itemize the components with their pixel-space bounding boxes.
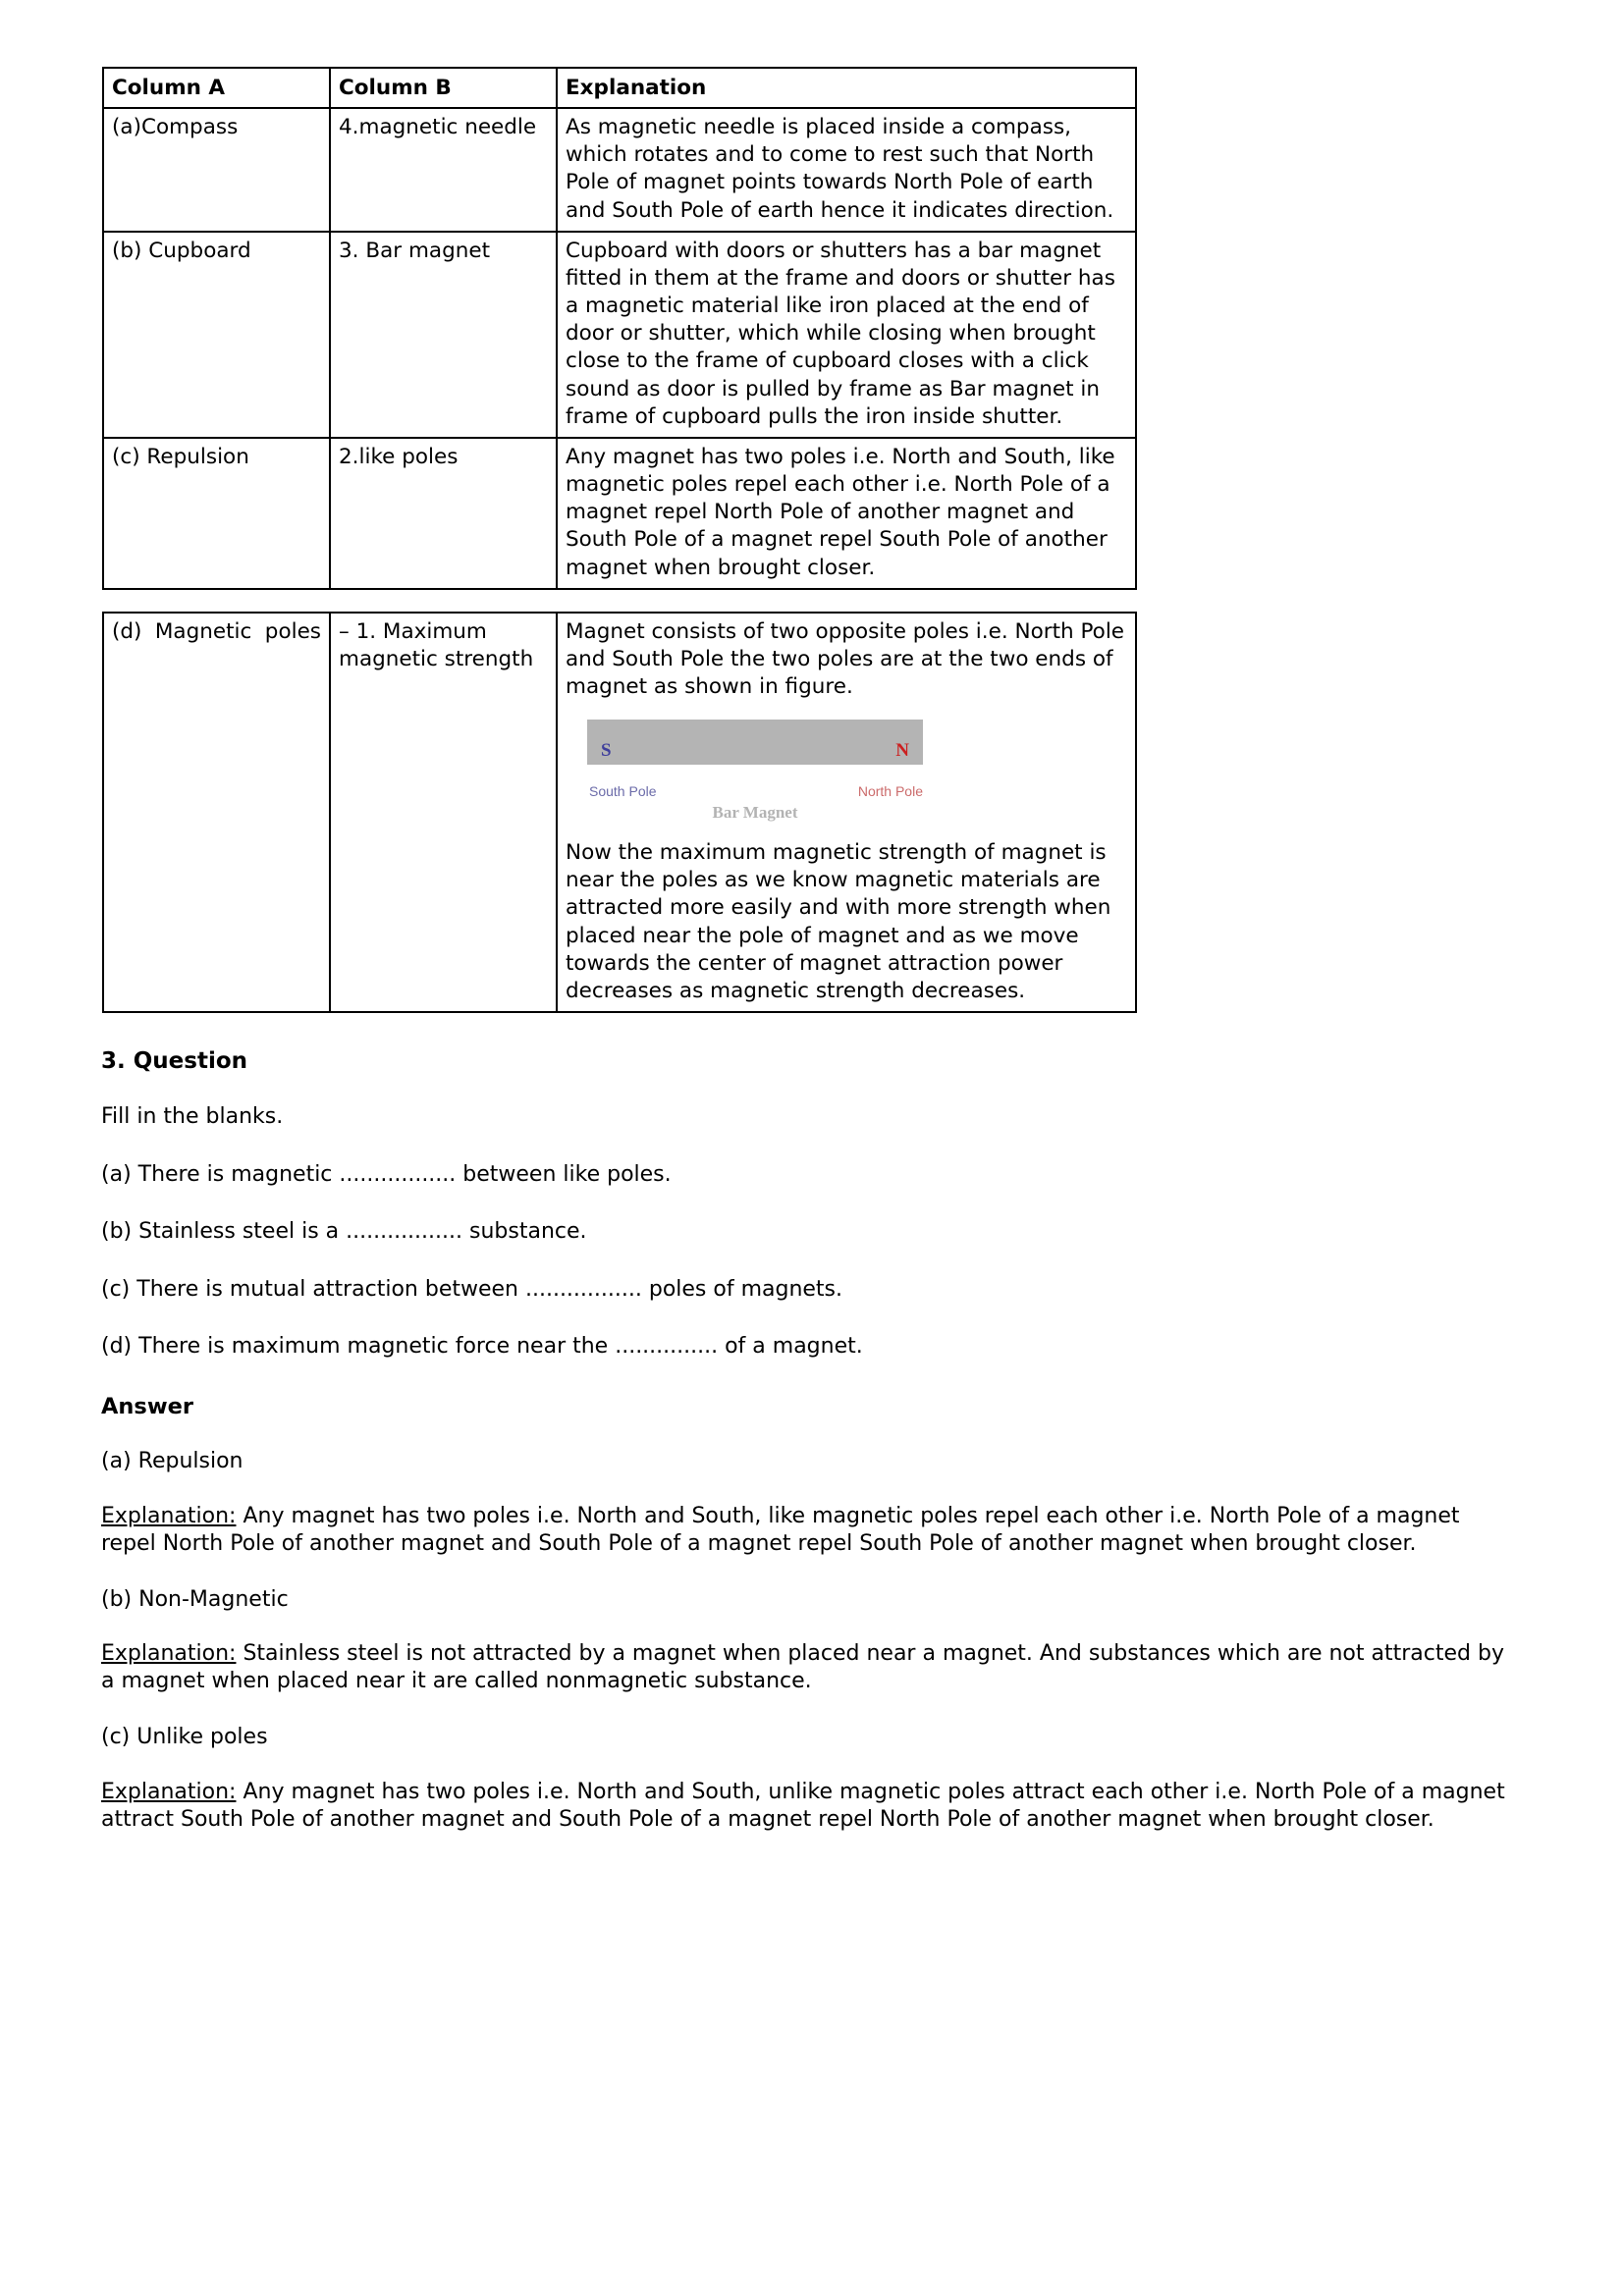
question-instruction: Fill in the blanks. [101, 1104, 284, 1130]
blank-item-a: (a) There is magnetic ................. between like poles. [101, 1161, 672, 1187]
north-pole-marker: N [895, 740, 909, 762]
match-table-bottom [102, 612, 1137, 1013]
magnet-figure-labels [587, 782, 923, 826]
answer-explanation-c [101, 1779, 1507, 1834]
answer-label-b: (b) Non-Magnetic [101, 1586, 289, 1612]
table-row [103, 108, 1136, 232]
south-pole-marker: S [601, 740, 612, 762]
blank-item-c: (c) There is mutual attraction between ................. poles of magnets. [101, 1276, 843, 1302]
explanation-text-before: Magnet consists of two opposite poles i.e. North Pole and South Pole the two poles are at the two ends of magnet as shown in figure. [566, 618, 1125, 699]
table-header-explanation: Explanation [557, 68, 1136, 108]
cell-column-b: 3. Bar magnet [330, 232, 557, 438]
table-separator [93, 590, 1507, 612]
table-row [103, 232, 1136, 438]
blank-item-b: (b) Stainless steel is a ................. substance. [101, 1219, 587, 1245]
table-header-row [103, 68, 1136, 108]
cell-column-a: (b) Cupboard [103, 232, 330, 438]
answer-explanation-a [101, 1503, 1507, 1558]
explanation-label: Explanation: [101, 1641, 237, 1667]
explanation-body: Stainless steel is not attracted by a magnet when placed near a magnet. And substances which are not attracted by a magnet when placed near it are called nonmagnetic substance. [101, 1641, 1504, 1694]
cell-column-a: (a)Compass [103, 108, 330, 232]
south-pole-label: South Pole [589, 783, 657, 800]
cell-column-a: (d) Magnetic poles [103, 613, 330, 1012]
magnet-bar-shape [587, 720, 923, 765]
explanation-label: Explanation: [101, 1503, 237, 1528]
table-header-column-b: Column B [330, 68, 557, 108]
bar-magnet-caption: Bar Magnet [712, 803, 798, 823]
question-heading: 3. Question [101, 1048, 248, 1075]
cell-column-a: (c) Repulsion [103, 438, 330, 589]
match-table-top [102, 67, 1137, 590]
table-row [103, 613, 1136, 1012]
cell-explanation: As magnetic needle is placed inside a compass, which rotates and to come to rest such that North Pole of magnet points towards North Pole of earth and South Pole of earth hence it indicates direction. [557, 108, 1136, 232]
table-header-column-a: Column A [103, 68, 330, 108]
explanation-body: Any magnet has two poles i.e. North and South, unlike magnetic poles attract each other i.e. North Pole of a magnet attract South Pole of another magnet and South Pole of a magnet repel North Pole of another magnet when brought closer. [101, 1779, 1505, 1832]
cell-column-b: 4.magnetic needle [330, 108, 557, 232]
answer-explanation-b [101, 1640, 1507, 1695]
magnet-graphic [587, 720, 923, 780]
cell-explanation: Any magnet has two poles i.e. North and South, like magnetic poles repel each other i.e. North Pole of a magnet repel North Pole of another magnet and South Pole of a magnet repel South Pole of another magnet when brought closer. [557, 438, 1136, 589]
answer-label-a: (a) Repulsion [101, 1449, 243, 1474]
explanation-body: Any magnet has two poles i.e. North and South, like magnetic poles repel each other i.e. North Pole of a magnet repel North Pole of another magnet and South Pole of a magnet repel South Pole of another magnet when brought closer. [101, 1503, 1460, 1556]
explanation-text-after: Now the maximum magnetic strength of magnet is near the poles as we know magnetic materials are attracted more easily and with more strength when placed near the pole of magnet and as we move towards the center of magnet attraction power decreases as magnetic strength decreases. [566, 840, 1111, 1003]
cell-explanation [557, 613, 1136, 1012]
bar-magnet-figure [566, 720, 1127, 826]
table-row [103, 438, 1136, 589]
blank-item-d: (d) There is maximum magnetic force near the ............... of a magnet. [101, 1334, 863, 1360]
north-pole-label: North Pole [857, 783, 923, 800]
answer-label-c: (c) Unlike poles [101, 1724, 268, 1749]
explanation-label: Explanation: [101, 1779, 237, 1804]
cell-column-b: 2.like poles [330, 438, 557, 589]
cell-explanation: Cupboard with doors or shutters has a bar magnet fitted in them at the frame and doors or shutter has a magnetic material like iron placed at the end of door or shutter, which while closing when brought close to the frame of cupboard closes with a click sound as door is pulled by frame as Bar magnet in frame of cupboard pulls the iron inside shutter. [557, 232, 1136, 438]
answer-heading: Answer [101, 1394, 193, 1420]
cell-column-b: – 1. Maximum magnetic strength [330, 613, 557, 1012]
